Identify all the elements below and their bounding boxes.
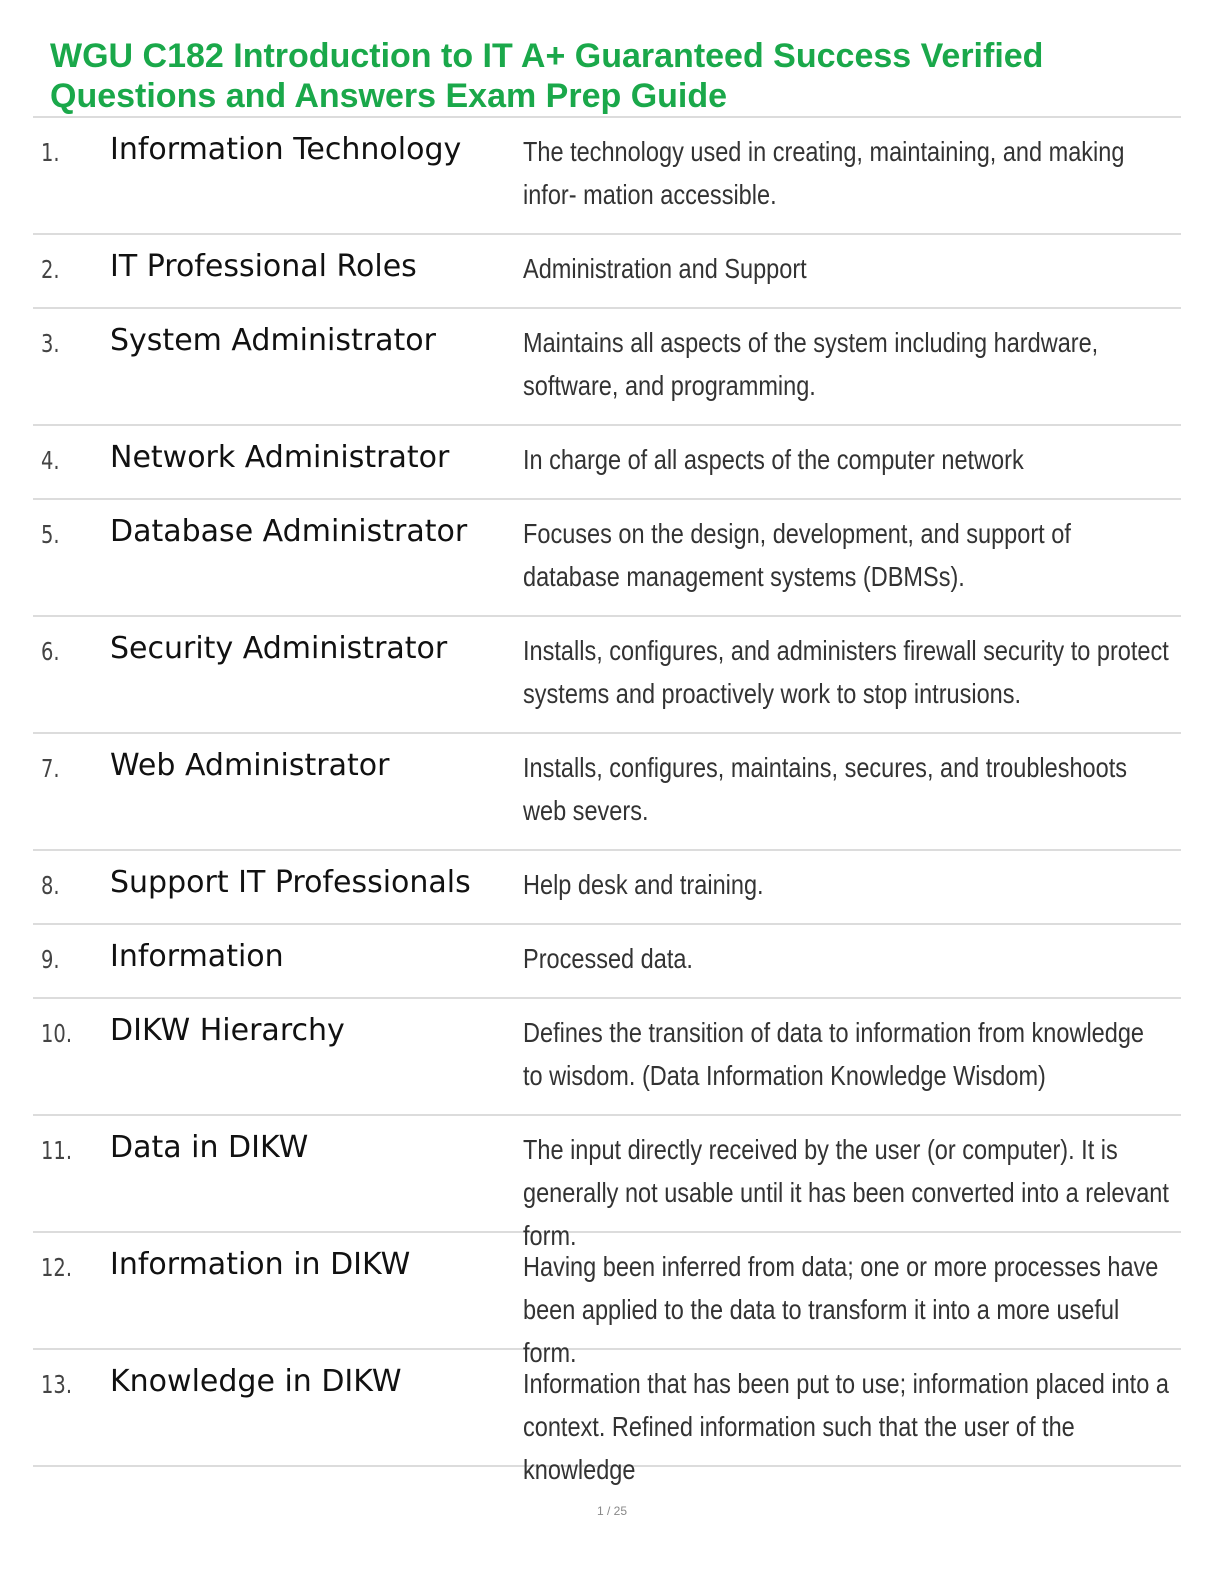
flashcard-row (33, 235, 1181, 309)
item-number: 1. (41, 138, 60, 167)
flashcard-row (33, 118, 1181, 235)
term: Database Administrator (110, 514, 468, 549)
flashcard-row (33, 1350, 1181, 1485)
term: Web Administrator (110, 748, 390, 783)
definition: Defines the transition of data to information from knowledge to wisdom. (Data Information Knowledge Wisdom) (523, 1017, 1145, 1091)
item-number: 10. (41, 1019, 73, 1048)
item-number: 12. (41, 1253, 73, 1282)
term: Information Technology (110, 132, 462, 167)
definition: Having been inferred from data; one or more processes have been applied to the data to transform it into a more useful form. (523, 1251, 1159, 1368)
term: Security Administrator (110, 631, 448, 666)
item-number: 8. (41, 871, 60, 900)
term: Data in DIKW (110, 1130, 309, 1165)
item-number: 6. (41, 637, 60, 666)
page-number: 1 / 25 (596, 1504, 628, 1518)
item-number: 7. (41, 754, 60, 783)
definition: Administration and Support (523, 253, 807, 284)
term: Support IT Professionals (110, 865, 471, 900)
definition: Processed data. (523, 943, 693, 974)
item-number: 4. (41, 446, 60, 475)
term: Information in DIKW (110, 1247, 411, 1282)
term: IT Professional Roles (110, 249, 417, 284)
definition: Focuses on the design, development, and support of database management systems (DBMSs). (523, 518, 1071, 592)
flashcard-row (33, 500, 1181, 617)
definition: In charge of all aspects of the computer network (523, 444, 1024, 475)
document-title (50, 36, 1180, 116)
item-number: 11. (41, 1136, 73, 1165)
item-number: 3. (41, 329, 60, 358)
flashcard-list (33, 118, 1181, 1485)
term: System Administrator (110, 323, 436, 358)
item-number: 5. (41, 520, 60, 549)
definition: Help desk and training. (523, 869, 764, 900)
term: Information (110, 939, 284, 974)
flashcard-row (33, 999, 1181, 1116)
definition: The technology used in creating, maintaining, and making infor- mation accessible. (523, 136, 1125, 210)
definition: Installs, configures, and administers firewall security to protect systems and proactively work to stop intrusions. (523, 635, 1169, 709)
term: DIKW Hierarchy (110, 1013, 345, 1048)
definition: Installs, configures, maintains, secures, and troubleshoots web severs. (523, 752, 1127, 826)
flashcard-row (33, 1116, 1181, 1251)
flashcard-row (33, 851, 1181, 925)
item-number: 13. (41, 1370, 73, 1399)
flashcard-row (33, 309, 1181, 426)
title-line-1: WGU C182 Introduction to IT A+ Guaranteed Success Verified (50, 37, 1044, 75)
item-number: 2. (41, 255, 60, 284)
term: Knowledge in DIKW (110, 1364, 402, 1399)
definition: Information that has been put to use; information placed into a context. Refined information such that the user of the knowledge (523, 1368, 1169, 1485)
flashcard-row (33, 426, 1181, 500)
flashcard-row (33, 1233, 1181, 1368)
definition: The input directly received by the user (or computer). It is generally not usable until it has been converted into a relevant form. (523, 1134, 1169, 1251)
item-number: 9. (41, 945, 60, 974)
term: Network Administrator (110, 440, 450, 475)
flashcard-row (33, 617, 1181, 734)
flashcard-row (33, 925, 1181, 999)
definition: Maintains all aspects of the system including hardware, software, and programming. (523, 327, 1099, 401)
title-line-2: Questions and Answers Exam Prep Guide (50, 77, 728, 115)
flashcard-row (33, 734, 1181, 851)
